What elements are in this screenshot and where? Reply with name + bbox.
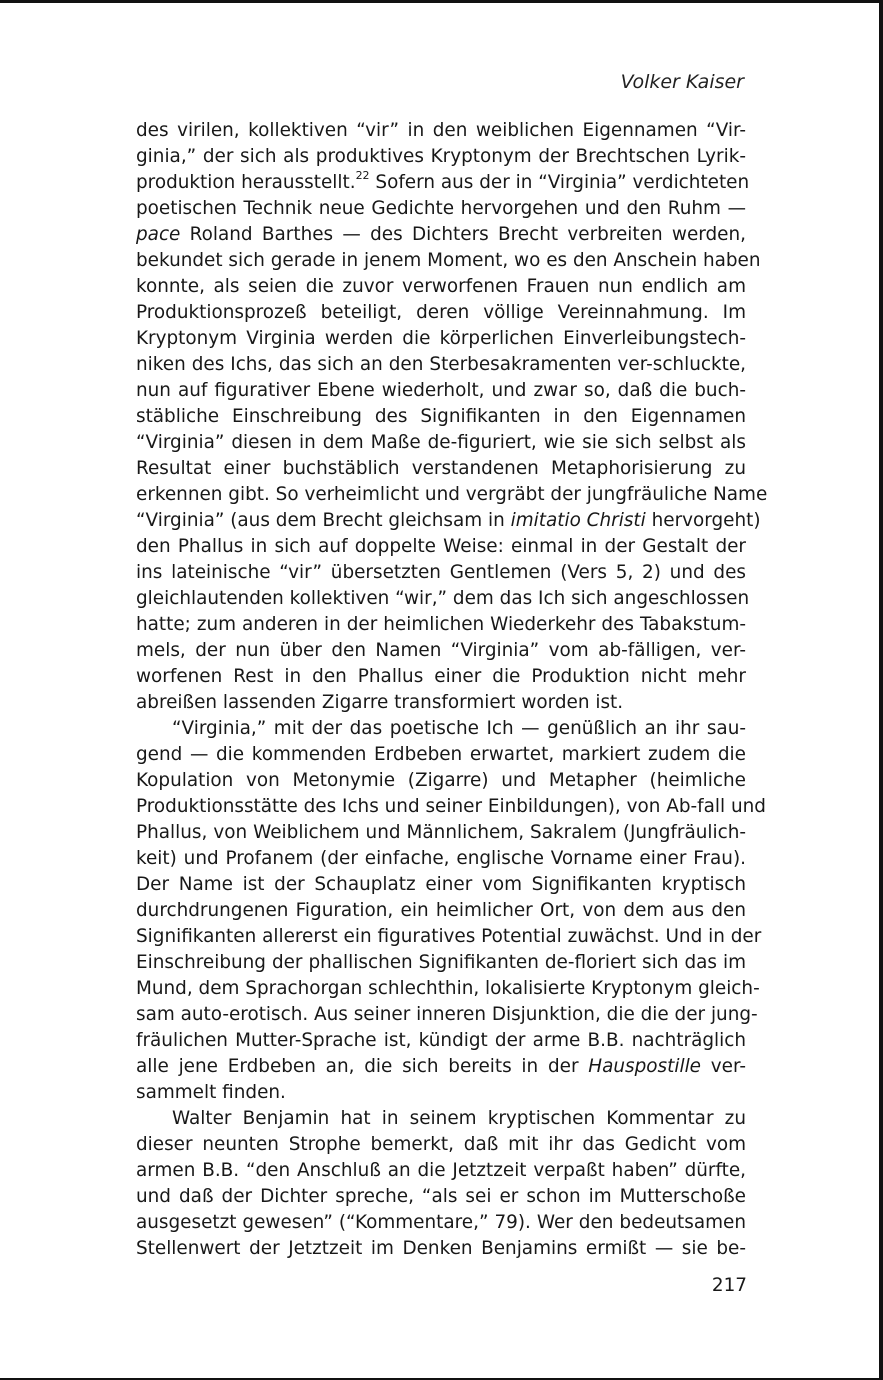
running-head-author: Volker Kaiser (620, 71, 744, 93)
page-border-right (879, 0, 883, 1380)
line-text: des virilen, kollektiven “vir” in den weiblichen Eigennamen “Vir- (136, 120, 746, 141)
line-text: niken des Ichs, das sich an den Sterbesakramenten ver-schluckte, (136, 354, 746, 375)
text-line (136, 274, 746, 300)
line-text: dieser neunten Strophe bemerkt, daß mit ihr das Gedicht vom (136, 1134, 746, 1155)
line-text: alle jene Erdbeben an, die sich bereits in der (136, 1056, 589, 1077)
text-line (136, 638, 746, 664)
text-line (136, 1028, 746, 1054)
line-text: Kryptonym Virginia werden die körperlichen Einverleibungstech- (136, 328, 746, 349)
text-line (136, 118, 746, 144)
text-line (136, 326, 746, 352)
page-border-top (0, 0, 883, 3)
line-text: gend — die kommenden Erdbeben erwartet, markiert zudem die (136, 744, 746, 765)
page-number: 217 (711, 1275, 747, 1296)
line-text: durchdrungenen Figuration, ein heimlicher Ort, von dem aus den (136, 900, 746, 921)
line-text: produktion herausstellt. (136, 172, 356, 193)
line-text: ginia,” der sich als produktives Kryptonym der Brechtschen Lyrik- (136, 146, 746, 167)
line-text: abreißen lassenden Zigarre transformiert worden ist. (136, 692, 624, 713)
text-line (136, 1132, 746, 1158)
line-text: und daß der Dichter spreche, “als sei er schon im Mutterschoße (136, 1186, 746, 1207)
line-text: erkennen gibt. So verheimlicht und vergräbt der jungfräuliche Name (136, 484, 768, 505)
line-text: ins lateinische “vir” übersetzten Gentlemen (Vers 5, 2) und des (136, 562, 746, 583)
text-line (136, 924, 762, 950)
text-line (136, 300, 746, 326)
line-text: Walter Benjamin hat in seinem kryptischen Kommentar zu (172, 1108, 746, 1129)
text-line (136, 1210, 746, 1236)
text-line (136, 378, 746, 404)
text-line (136, 768, 746, 794)
text-line (136, 846, 746, 872)
line-text: ver- (701, 1056, 746, 1077)
text-line (136, 664, 746, 690)
line-text: armen B.B. “den Anschluß an die Jetztzeit verpaßt haben” dürfte, (136, 1160, 746, 1181)
text-line (136, 482, 768, 508)
text-line (136, 1158, 746, 1184)
line-text: Sofern aus der in “Virginia” verdichteten (369, 172, 750, 193)
line-text: bekundet sich gerade in jenem Moment, wo es den Anschein haben (136, 250, 761, 271)
line-text: Mund, dem Sprachorgan schlechthin, lokalisierte Kryptonym gleich- (136, 978, 760, 999)
text-line (136, 222, 746, 248)
text-line (136, 1002, 758, 1028)
text-line (136, 950, 746, 976)
text-line (136, 716, 746, 742)
line-text: konnte, als seien die zuvor verworfenen Frauen nun endlich am (136, 276, 746, 297)
text-line (136, 872, 746, 898)
text-line (136, 976, 760, 1002)
text-line (136, 352, 746, 378)
line-text: nun auf figurativer Ebene wiederholt, und zwar so, daß die buch- (136, 380, 746, 401)
line-text: Stellenwert der Jetztzeit im Denken Benjamins ermißt — sie be- (136, 1238, 746, 1259)
text-line (136, 1054, 746, 1080)
text-line (136, 1184, 746, 1210)
text-line (136, 794, 766, 820)
text-line (136, 404, 746, 430)
line-text: worfenen Rest in den Phallus einer die Produktion nicht mehr (136, 666, 746, 687)
line-text: poetischen Technik neue Gedichte hervorgehen und den Ruhm — (136, 198, 746, 219)
line-text: den Phallus in sich auf doppelte Weise: einmal in der Gestalt der (136, 536, 746, 557)
line-text: mels, der nun über den Namen “Virginia” vom ab-fälligen, ver- (136, 640, 746, 661)
line-text: Der Name ist der Schauplatz einer vom Signifikanten kryptisch (136, 874, 746, 895)
line-text: “Virginia” (aus dem Brecht gleichsam in (136, 510, 511, 531)
text-line (136, 508, 761, 534)
footnote-reference: 22 (355, 168, 370, 182)
line-text: keit) und Profanem (der einfache, englische Vorname einer Frau). (136, 848, 746, 869)
text-line (136, 534, 746, 560)
italic-term: imitatio Christi (510, 510, 646, 531)
line-text: “Virginia,” mit der das poetische Ich — genüßlich an ihr sau- (172, 718, 746, 739)
line-text: Produktionsprozeß beteiligt, deren völlige Vereinnahmung. Im (136, 302, 746, 323)
text-line (136, 248, 761, 274)
italic-term: pace (136, 224, 181, 245)
line-text: Signifikanten allererst ein figuratives Potential zuwächst. Und in der (136, 926, 762, 947)
text-line (136, 456, 746, 482)
line-text: gleichlautenden kollektiven “wir,” dem das Ich sich angeschlossen (136, 588, 750, 609)
text-line (136, 820, 746, 846)
text-line (136, 742, 746, 768)
text-line (136, 430, 746, 456)
body-text (136, 118, 768, 1262)
line-text: ausgesetzt gewesen” (“Kommentare,” 79). Wer den bedeutsamen (136, 1212, 746, 1233)
text-line (136, 1080, 746, 1106)
text-line (136, 898, 746, 924)
line-text: Kopulation von Metonymie (Zigarre) und Metapher (heimliche (136, 770, 746, 791)
line-text: Resultat einer buchstäblich verstandenen Metaphorisierung zu (136, 458, 746, 479)
line-text: Produktionsstätte des Ichs und seiner Einbildungen), von Ab-fall und (136, 796, 766, 817)
line-text: Einschreibung der phallischen Signifikanten de-floriert sich das im (136, 952, 746, 973)
line-text: hatte; zum anderen in der heimlichen Wiederkehr des Tabakstum- (136, 614, 746, 635)
line-text: hervorgeht) (645, 510, 761, 531)
text-line (136, 1236, 746, 1262)
line-text: sammelt finden. (136, 1082, 286, 1103)
text-line (136, 612, 746, 638)
italic-term: Hauspostille (588, 1056, 701, 1077)
text-line (136, 690, 746, 716)
line-text: sam auto-erotisch. Aus seiner inneren Disjunktion, die die der jung- (136, 1004, 758, 1025)
line-text: Roland Barthes — des Dichters Brecht verbreiten werden, (180, 224, 746, 245)
text-line (136, 1106, 746, 1132)
line-text: Phallus, von Weiblichem und Männlichem, Sakralem (Jungfräulich- (136, 822, 746, 843)
line-text: stäbliche Einschreibung des Signifikanten in den Eigennamen (136, 406, 746, 427)
text-line (136, 560, 746, 586)
text-line (136, 196, 746, 222)
text-line (136, 586, 750, 612)
line-text: fräulichen Mutter-Sprache ist, kündigt der arme B.B. nachträglich (136, 1030, 746, 1051)
text-line (136, 144, 746, 170)
line-text: “Virginia” diesen in dem Maße de-figuriert, wie sie sich selbst als (136, 432, 746, 453)
text-line (136, 168, 750, 196)
